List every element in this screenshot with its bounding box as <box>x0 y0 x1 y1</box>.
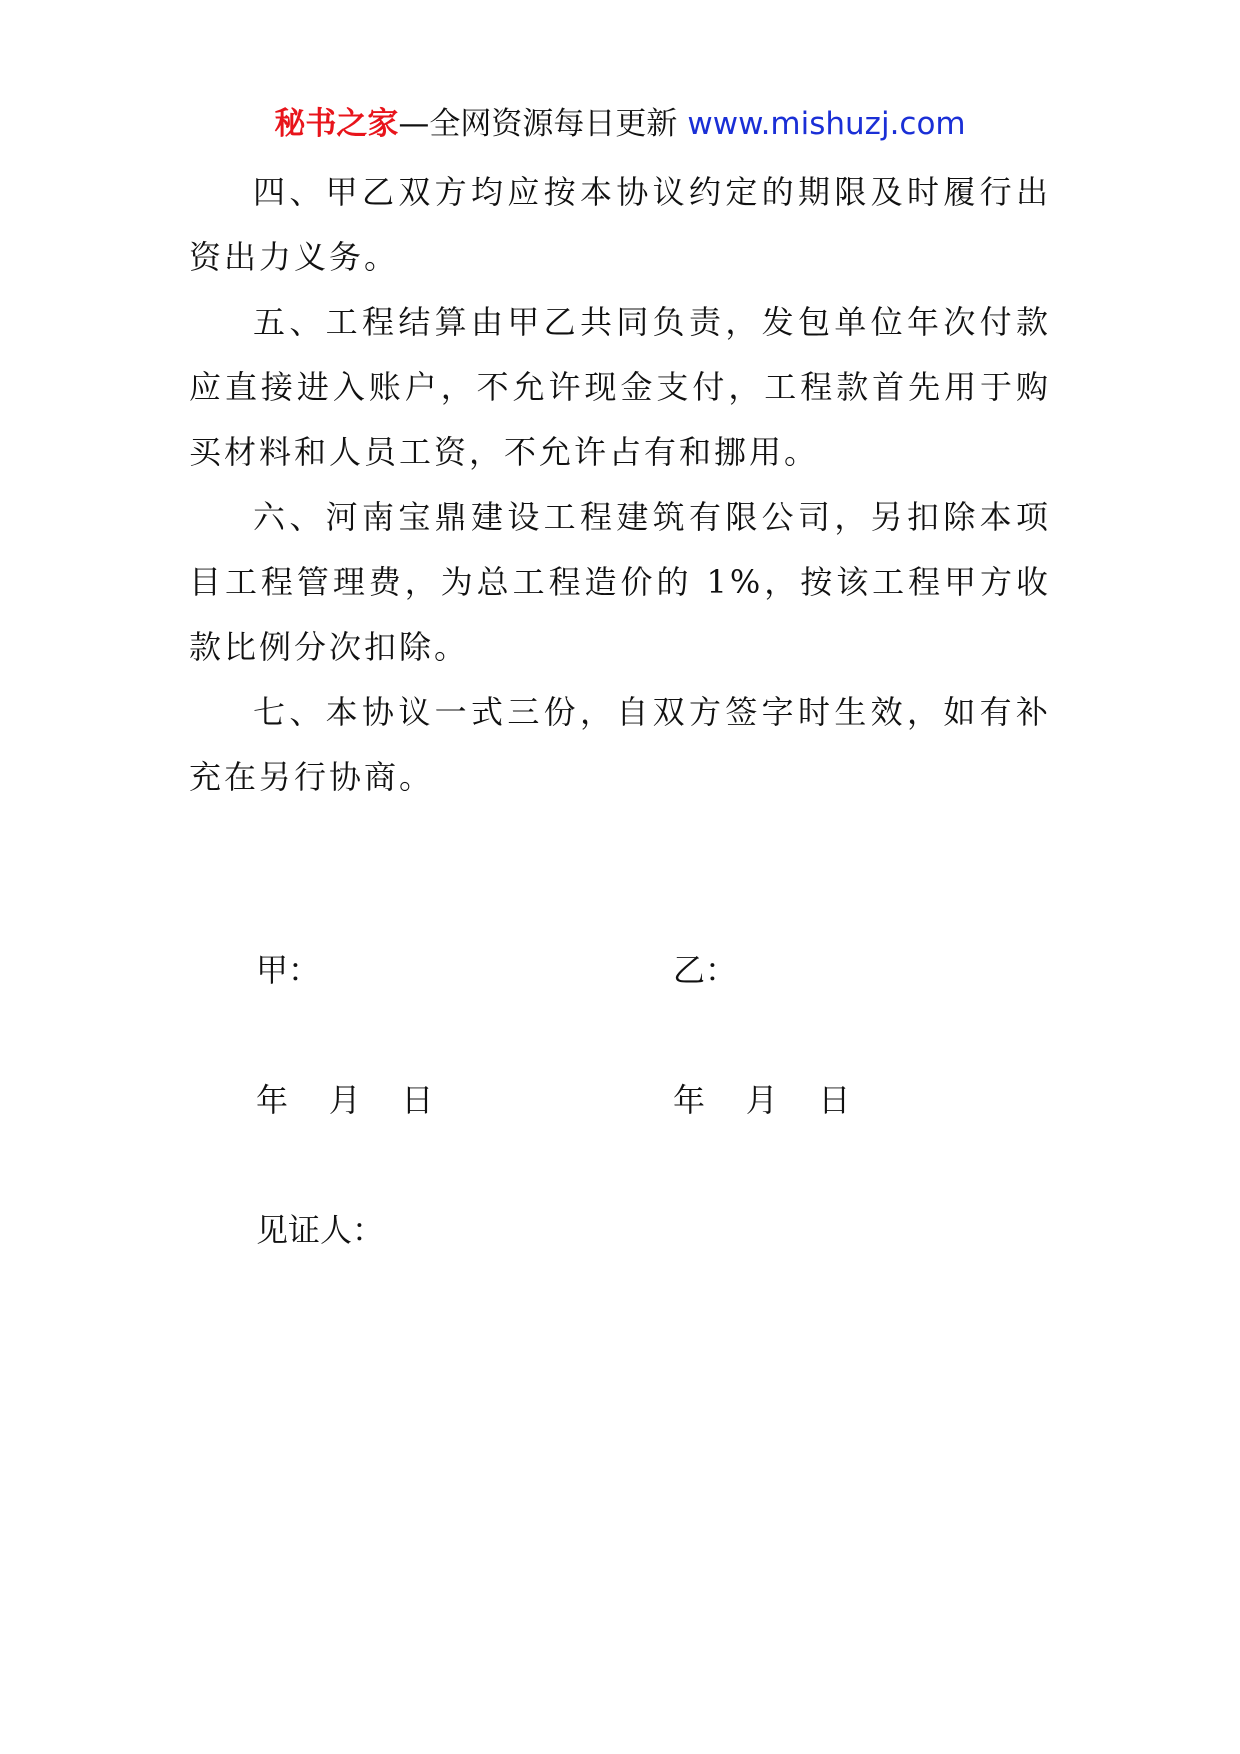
site-url: www.mishuzj.com <box>687 106 966 142</box>
clause-6: 六、河南宝鼎建设工程建筑有限公司，另扣除本项目工程管理费，为总工程造价的 1%，按该工程甲方收款比例分次扣除。 <box>189 498 1051 666</box>
party-b-label: 乙： <box>673 951 738 989</box>
party-a-date: 年 月 日 <box>256 1081 434 1119</box>
brand-name: 秘书之家 <box>274 106 399 142</box>
witness-label: 见证人： <box>256 1211 385 1249</box>
party-a-label: 甲： <box>256 951 321 989</box>
clause-4: 四、甲乙双方均应按本协议约定的期限及时履行出资出力义务。 <box>189 173 1051 276</box>
agreement-body <box>189 160 1051 810</box>
party-b-date: 年 月 日 <box>673 1081 851 1119</box>
site-watermark-header <box>0 102 1240 146</box>
brand-tagline: —全网资源每日更新 <box>398 106 678 142</box>
clause-7: 七、本协议一式三份，自双方签字时生效，如有补充在另行协商。 <box>189 693 1051 796</box>
clause-5: 五、工程结算由甲乙共同负责，发包单位年次付款应直接进入账户，不允许现金支付，工程款首先用于购买材料和人员工资，不允许占有和挪用。 <box>189 303 1051 471</box>
